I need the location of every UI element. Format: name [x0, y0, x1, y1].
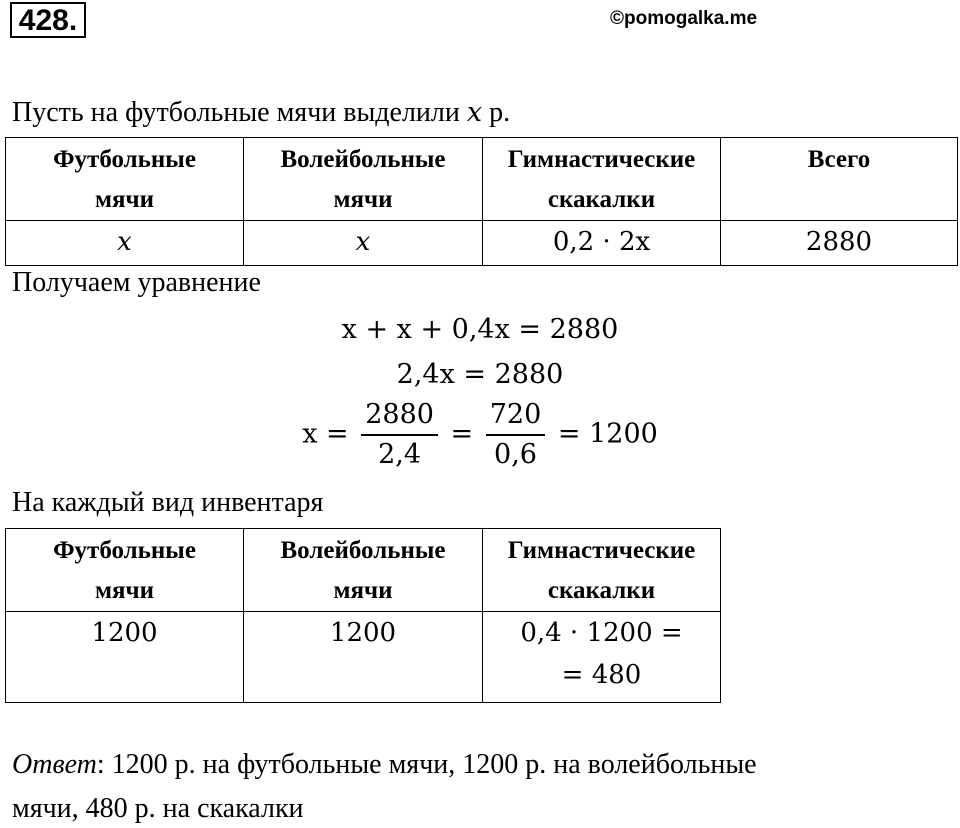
header-line: Волейбольные: [280, 146, 446, 173]
header-ropes: [483, 529, 721, 612]
header-line: Волейбольные: [280, 537, 446, 564]
fraction-2-denominator: 0,6: [494, 439, 537, 470]
table-value-row: [6, 612, 721, 703]
answer-text-1: : 1200 р. на футбольные мячи, 1200 р. на волейбольные: [96, 749, 757, 780]
header-line: скакалки: [547, 577, 656, 604]
header-line: Всего: [807, 146, 871, 173]
value-football: 1200: [6, 612, 244, 703]
intro-line: [12, 96, 510, 130]
fraction-1-numerator: 2880: [361, 396, 438, 436]
equation-equals: =: [450, 418, 474, 450]
header-line: скакалки: [547, 186, 656, 213]
intro-variable: x: [466, 97, 483, 128]
value-volleyball: 1200: [244, 612, 483, 703]
table-header-row: [6, 138, 958, 221]
header-football: [6, 529, 244, 612]
header-line: мячи: [94, 577, 155, 604]
header-line: мячи: [333, 186, 393, 213]
header-line: Футбольные: [53, 537, 196, 564]
equation-line-2: 2,4x = 2880: [396, 359, 564, 390]
equation-lhs: x =: [302, 418, 349, 450]
header-football: [6, 138, 244, 221]
header-volleyball: [244, 138, 483, 221]
header-volleyball: [244, 529, 483, 612]
intro-text: Пусть на футбольные мячи выделили: [12, 97, 460, 128]
value-ropes-line-2: = 480: [561, 660, 642, 690]
inventory-intro: На каждый вид инвентаря: [12, 487, 324, 518]
value-ropes: [483, 612, 721, 703]
value-volleyball: x: [244, 221, 483, 266]
fraction-2: [486, 396, 546, 474]
answer-label: Ответ: [12, 749, 97, 780]
fraction-1-denominator: 2,4: [378, 439, 422, 470]
value-total: 2880: [721, 221, 958, 266]
table-inventory: [5, 528, 721, 703]
fraction-2-numerator: 720: [486, 396, 546, 436]
equation-intro: Получаем уравнение: [12, 267, 261, 298]
site-watermark: ©pomogalka.me: [610, 8, 758, 29]
header-line: Гимнастические: [507, 537, 696, 564]
header-line: Гимнастические: [507, 146, 696, 173]
table-budget: [5, 137, 958, 266]
fraction-1: [361, 396, 438, 474]
value-ropes: 0,2 · 2x: [483, 221, 721, 266]
answer-line-1: [12, 748, 757, 782]
table-value-row: [6, 221, 958, 266]
value-ropes-line-1: 0,4 · 1200 =: [520, 618, 683, 648]
header-line: мячи: [94, 186, 155, 213]
problem-number: 428.: [10, 2, 86, 38]
equation-line-1: x + x + 0,4x = 2880: [341, 314, 619, 345]
header-line: мячи: [333, 577, 393, 604]
equation-result: = 1200: [557, 418, 658, 450]
equation-line-3: [0, 396, 960, 474]
value-football: x: [6, 221, 244, 266]
intro-unit: р.: [489, 97, 511, 128]
header-ropes: [483, 138, 721, 221]
header-total: [721, 138, 958, 221]
answer-line-2: мячи, 480 р. на скакалки: [12, 793, 304, 824]
header-line: Футбольные: [53, 146, 196, 173]
table-header-row: [6, 529, 721, 612]
